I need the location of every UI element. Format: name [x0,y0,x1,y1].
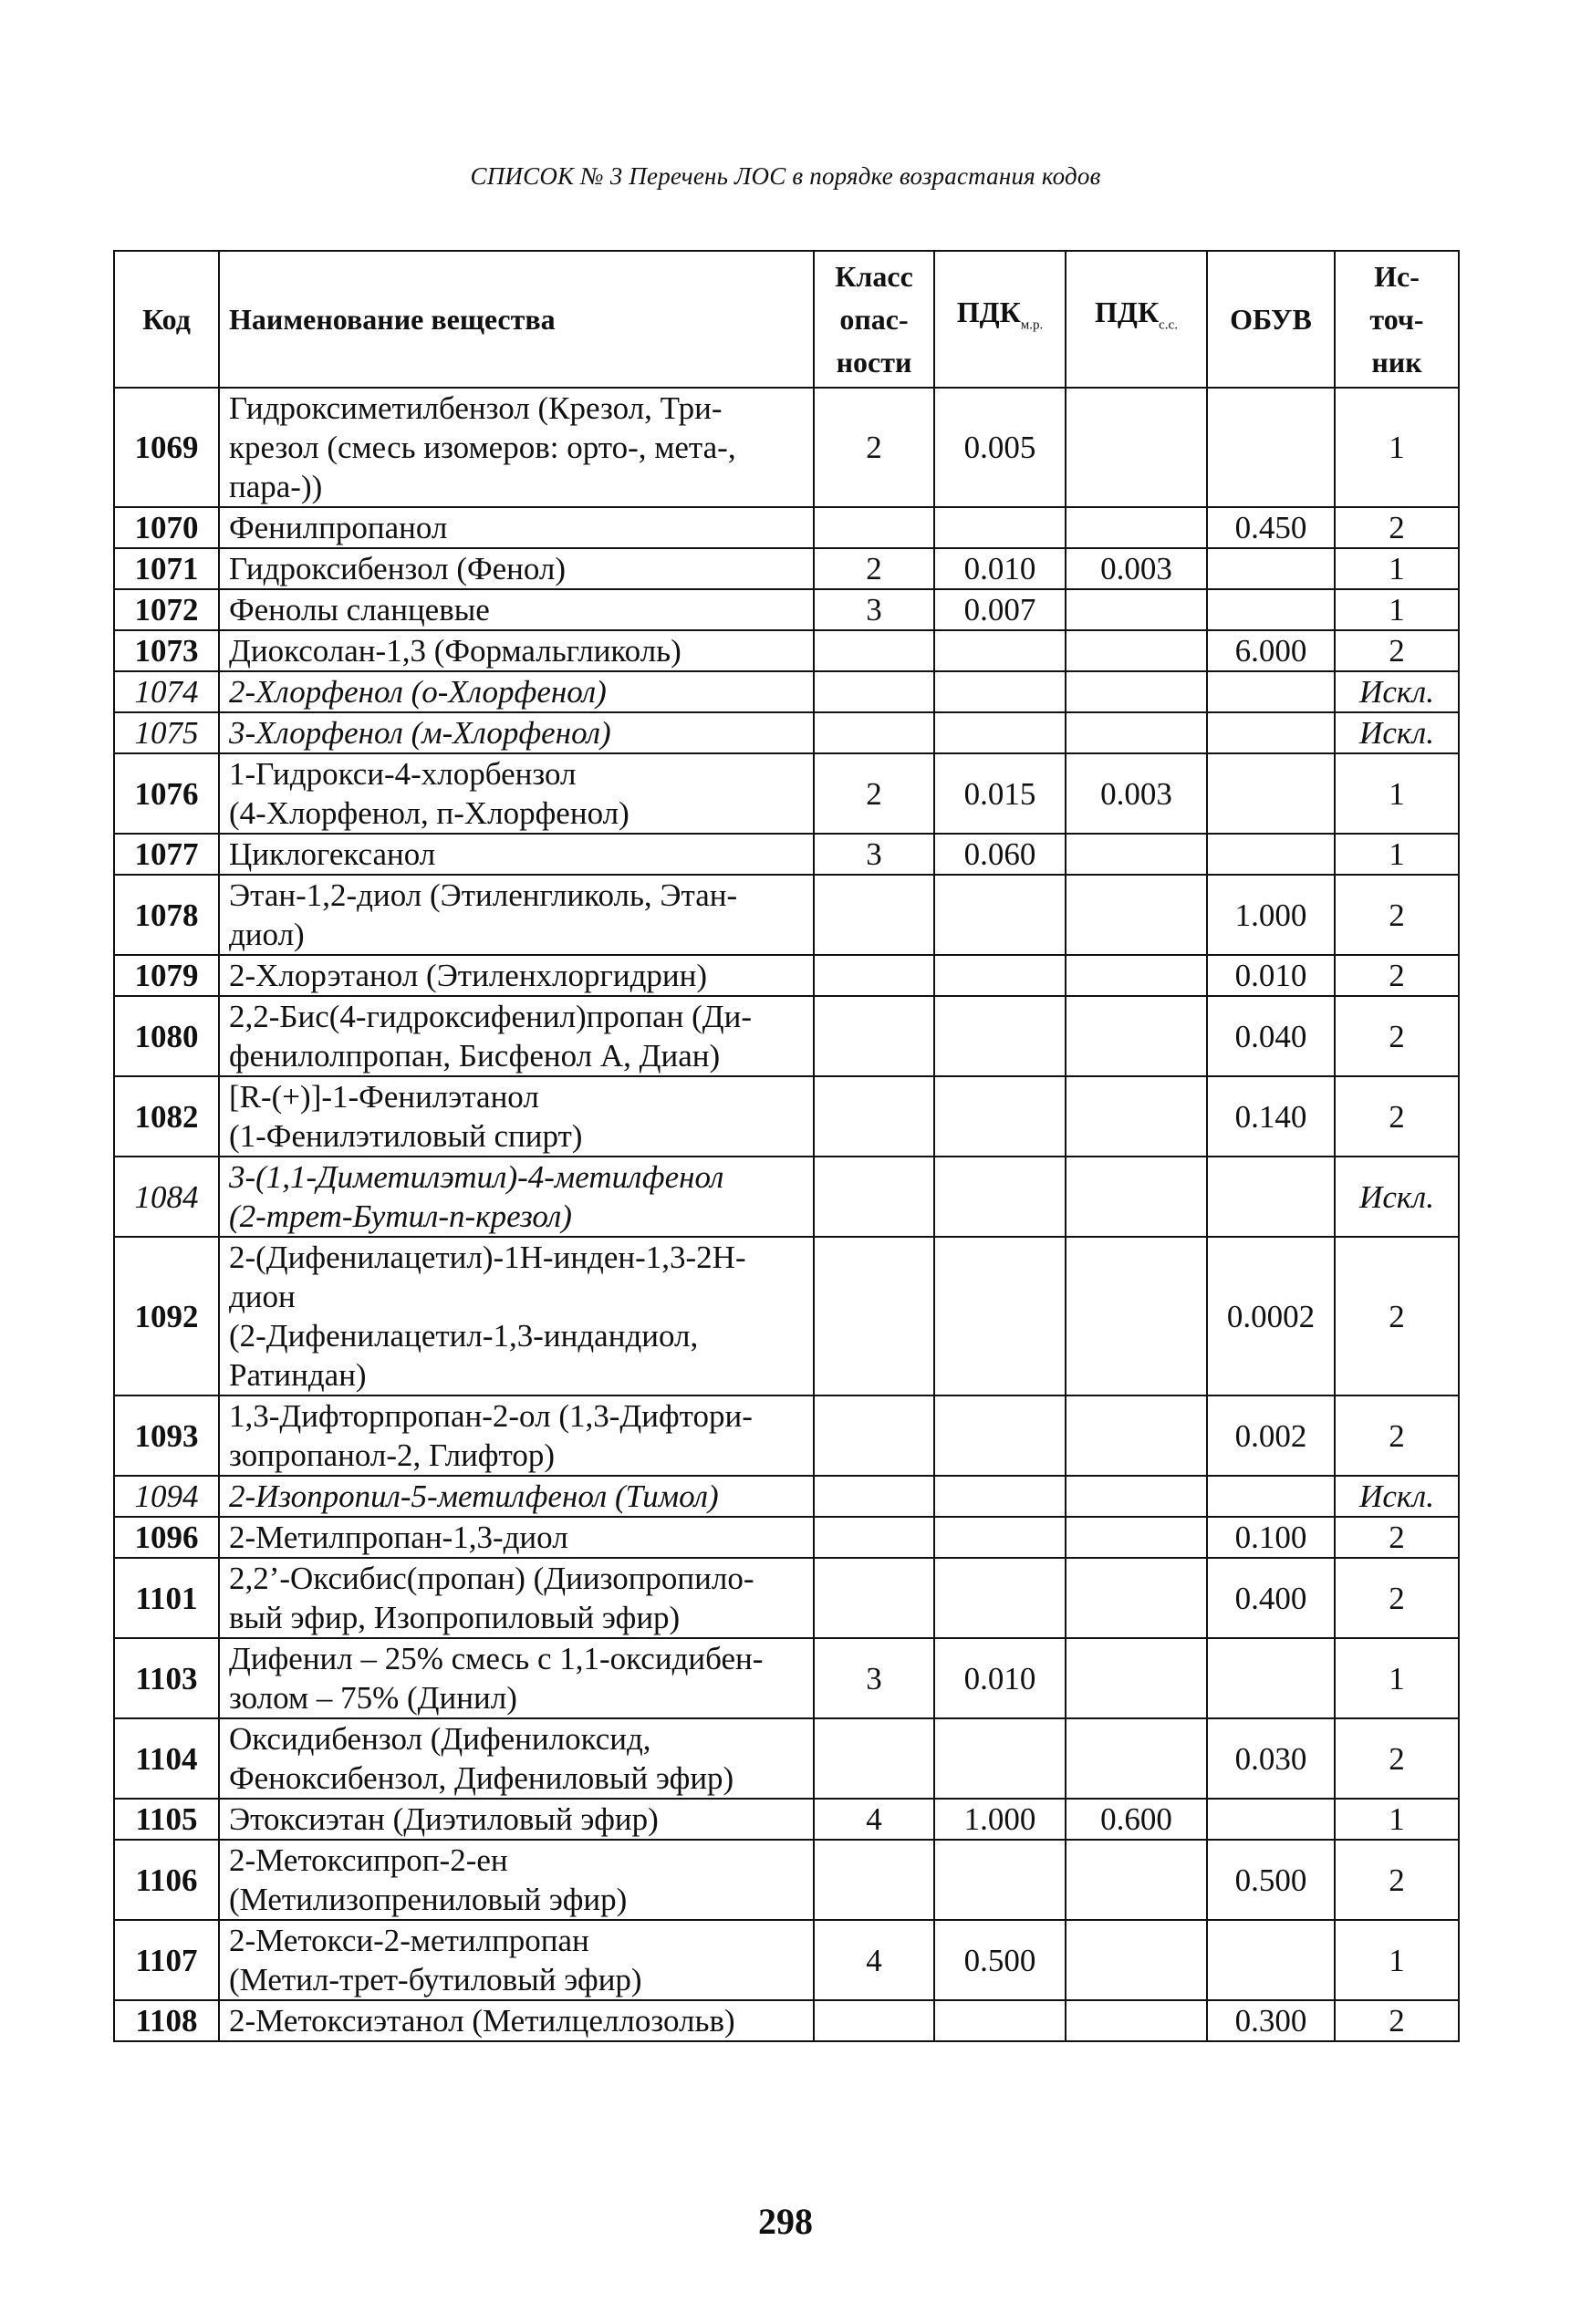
cell-code: 1077 [114,834,219,875]
cell-pdk-mr [934,955,1066,996]
cell-pdk-ss [1066,630,1207,671]
cell-source: 1 [1335,589,1459,630]
header-obuv: ОБУВ [1207,251,1335,388]
cell-hazard-class: 2 [814,548,934,589]
cell-code: 1107 [114,1920,219,2000]
cell-obuv [1207,1920,1335,2000]
table-row [114,671,1459,712]
cell-source: 2 [1335,1517,1459,1558]
cell-hazard-class [814,1718,934,1799]
cell-name-line: 3-(1,1-Диметилэтил)-4-метилфенол [229,1159,724,1195]
table-row [114,1395,1459,1476]
cell-code: 1096 [114,1517,219,1558]
cell-source: 2 [1335,875,1459,955]
cell-hazard-class [814,1157,934,1237]
cell-pdk-mr: 0.060 [934,834,1066,875]
cell-name-line: Циклогексанол [229,836,436,872]
cell-name-line: (4-Хлорфенол, п-Хлорфенол) [229,795,629,831]
cell-pdk-mr [934,1718,1066,1799]
cell-source: 2 [1335,955,1459,996]
table-row [114,1718,1459,1799]
cell-obuv [1207,1476,1335,1517]
table-row [114,1237,1459,1395]
cell-obuv: 0.0002 [1207,1237,1335,1395]
cell-name [219,507,814,548]
cell-name [219,834,814,875]
cell-obuv: 0.450 [1207,507,1335,548]
cell-code: 1103 [114,1638,219,1718]
header-hazard-line: ности [836,345,912,379]
cell-name-line: зопропанол-2, Глифтор) [229,1437,555,1473]
cell-name [219,548,814,589]
cell-pdk-ss [1066,996,1207,1076]
cell-source: 2 [1335,1237,1459,1395]
cell-code: 1075 [114,712,219,753]
table-row [114,1517,1459,1558]
cell-hazard-class [814,1558,934,1638]
cell-name [219,1076,814,1157]
cell-name-line: Фенолы сланцевые [229,592,490,628]
header-hazard-class [814,251,934,388]
cell-pdk-mr [934,712,1066,753]
header-source-line: ник [1371,345,1422,379]
cell-source: 2 [1335,1558,1459,1638]
cell-pdk-ss [1066,1558,1207,1638]
cell-hazard-class: 2 [814,388,934,507]
header-hazard-line: Класс [835,259,913,293]
cell-obuv [1207,671,1335,712]
cell-name [219,1395,814,1476]
cell-obuv [1207,834,1335,875]
cell-obuv: 0.010 [1207,955,1335,996]
cell-pdk-ss [1066,1076,1207,1157]
cell-obuv: 1.000 [1207,875,1335,955]
cell-pdk-ss [1066,1237,1207,1395]
cell-pdk-ss [1066,1638,1207,1718]
cell-name [219,1638,814,1718]
cell-obuv [1207,753,1335,834]
cell-obuv: 0.140 [1207,1076,1335,1157]
cell-name-line: 2-(Дифенилацетил)-1Н-инден-1,3-2Н- [229,1240,746,1275]
cell-name-line: 2-Хлорфенол (о-Хлорфенол) [229,674,607,710]
cell-name-line: 1,3-Дифторпропан-2-ол (1,3-Дифтори- [229,1398,753,1434]
cell-name-line: Этан-1,2-диол (Этиленгликоль, Этан- [229,877,738,913]
cell-source: 2 [1335,2000,1459,2041]
cell-source: 1 [1335,548,1459,589]
cell-hazard-class [814,1237,934,1395]
cell-pdk-ss: 0.600 [1066,1799,1207,1840]
cell-name-line: вый эфир, Изопропиловый эфир) [229,1600,681,1635]
table-row [114,1638,1459,1718]
cell-hazard-class: 3 [814,589,934,630]
cell-hazard-class [814,507,934,548]
cell-obuv [1207,1638,1335,1718]
cell-source: Искл. [1335,1157,1459,1237]
cell-source: 1 [1335,1799,1459,1840]
cell-name [219,712,814,753]
cell-pdk-mr [934,2000,1066,2041]
cell-hazard-class [814,955,934,996]
cell-code: 1104 [114,1718,219,1799]
cell-obuv [1207,712,1335,753]
cell-name [219,996,814,1076]
cell-pdk-ss [1066,1718,1207,1799]
cell-code: 1080 [114,996,219,1076]
cell-name-line: (1-Фенилэтиловый спирт) [229,1118,583,1154]
cell-name-line: 2-Метоксиэтанол (Метилцеллозольв) [229,2003,735,2039]
cell-source: 2 [1335,507,1459,548]
cell-name [219,1476,814,1517]
cell-pdk-mr [934,1558,1066,1638]
cell-source: 2 [1335,630,1459,671]
table-row [114,589,1459,630]
cell-obuv [1207,1157,1335,1237]
cell-pdk-ss [1066,834,1207,875]
cell-obuv: 0.400 [1207,1558,1335,1638]
table-row [114,753,1459,834]
cell-pdk-ss [1066,671,1207,712]
cell-name-line: пара-)) [229,469,323,504]
cell-hazard-class [814,1476,934,1517]
cell-obuv: 6.000 [1207,630,1335,671]
cell-name [219,630,814,671]
cell-source: Искл. [1335,671,1459,712]
cell-name-line: крезол (смесь изомеров: орто-, мета-, [229,430,736,465]
cell-source: 1 [1335,1920,1459,2000]
cell-name [219,1799,814,1840]
header-source-line: точ- [1369,302,1424,336]
cell-name [219,1920,814,2000]
cell-code: 1079 [114,955,219,996]
header-pdk-ss-sub: с.с. [1159,317,1178,333]
cell-name-line: 2-Хлорэтанол (Этиленхлоргидрин) [229,958,708,993]
cell-name [219,388,814,507]
cell-pdk-ss [1066,712,1207,753]
cell-name-line: Феноксибензол, Дифениловый эфир) [229,1760,734,1796]
cell-obuv [1207,388,1335,507]
page-number: 298 [758,2201,813,2242]
header-name: Наименование вещества [219,251,814,388]
cell-name-line: Гидроксиметилбензол (Крезол, Три- [229,390,723,426]
cell-name [219,1517,814,1558]
cell-hazard-class: 3 [814,834,934,875]
table-row [114,388,1459,507]
cell-pdk-mr [934,875,1066,955]
cell-obuv: 0.100 [1207,1517,1335,1558]
cell-pdk-mr [934,1395,1066,1476]
cell-name [219,2000,814,2041]
table-row [114,834,1459,875]
cell-name-line: дион [229,1279,296,1314]
table-row [114,1840,1459,1920]
cell-obuv: 0.030 [1207,1718,1335,1799]
cell-pdk-ss [1066,388,1207,507]
cell-name-line: фенилолпропан, Бисфенол А, Диан) [229,1038,721,1074]
cell-pdk-ss [1066,589,1207,630]
cell-hazard-class [814,996,934,1076]
cell-code: 1092 [114,1237,219,1395]
cell-name-line: Дифенил – 25% смесь с 1,1-оксидибен- [229,1641,764,1676]
cell-name-line: 2-Метокси-2-метилпропан [229,1923,589,1958]
cell-code: 1105 [114,1799,219,1840]
cell-pdk-ss [1066,1157,1207,1237]
cell-pdk-mr: 0.500 [934,1920,1066,2000]
cell-code: 1069 [114,388,219,507]
cell-pdk-ss [1066,2000,1207,2041]
cell-pdk-mr [934,671,1066,712]
table-row [114,1476,1459,1517]
cell-obuv: 0.500 [1207,1840,1335,1920]
cell-hazard-class [814,712,934,753]
cell-pdk-ss: 0.003 [1066,548,1207,589]
cell-pdk-ss [1066,1920,1207,2000]
cell-pdk-mr [934,507,1066,548]
cell-pdk-ss [1066,875,1207,955]
cell-pdk-mr: 0.010 [934,1638,1066,1718]
cell-code: 1071 [114,548,219,589]
cell-obuv: 0.040 [1207,996,1335,1076]
cell-name-line: Ратиндан) [229,1357,367,1393]
cell-hazard-class: 3 [814,1638,934,1718]
cell-obuv: 0.300 [1207,2000,1335,2041]
cell-source: 2 [1335,1395,1459,1476]
cell-source: Искл. [1335,1476,1459,1517]
cell-code: 1108 [114,2000,219,2041]
cell-name-line: диол) [229,917,305,952]
cell-name-line: (Метил-трет-бутиловый эфир) [229,1962,642,1997]
cell-hazard-class: 2 [814,753,934,834]
cell-obuv [1207,1799,1335,1840]
table-row [114,875,1459,955]
cell-source: 1 [1335,834,1459,875]
header-code: Код [114,251,219,388]
header-hazard-line: опас- [839,302,909,336]
cell-name [219,589,814,630]
cell-name [219,1718,814,1799]
cell-name-line: 1-Гидрокси-4-хлорбензол [229,756,577,792]
cell-pdk-ss [1066,955,1207,996]
cell-code: 1074 [114,671,219,712]
cell-name-line: [R-(+)]-1-Фенилэтанол [229,1079,539,1115]
cell-name-line: 2-Изопропил-5-метилфенол (Тимол) [229,1478,719,1514]
cell-name [219,1157,814,1237]
table-row [114,1799,1459,1840]
cell-hazard-class [814,1395,934,1476]
cell-pdk-mr: 0.010 [934,548,1066,589]
cell-source: 1 [1335,388,1459,507]
cell-source: 2 [1335,1076,1459,1157]
cell-name-line: 2,2-Бис(4-гидроксифенил)пропан (Ди- [229,999,753,1034]
cell-hazard-class [814,1840,934,1920]
cell-hazard-class [814,630,934,671]
table-header-row [114,251,1459,388]
cell-name-line: 2-Метилпропан-1,3-диол [229,1520,568,1555]
cell-pdk-mr [934,1076,1066,1157]
cell-code: 1093 [114,1395,219,1476]
cell-name-line: Фенилпропанол [229,510,448,545]
table-row [114,1920,1459,2000]
cell-code: 1082 [114,1076,219,1157]
cell-hazard-class [814,2000,934,2041]
table-row [114,548,1459,589]
substances-table [113,250,1460,2042]
table-row [114,1157,1459,1237]
table-row [114,2000,1459,2041]
cell-pdk-mr [934,1237,1066,1395]
table-row [114,1076,1459,1157]
header-pdk-ss-main: ПДК [1095,296,1160,329]
cell-name-line: Оксидибензол (Дифенилоксид, [229,1721,651,1757]
cell-hazard-class [814,875,934,955]
table-row [114,955,1459,996]
cell-name [219,671,814,712]
header-pdk-mr-sub: м.р. [1020,317,1044,333]
cell-obuv: 0.002 [1207,1395,1335,1476]
cell-pdk-mr [934,996,1066,1076]
list-caption: СПИСОК № 3 Перечень ЛОС в порядке возрастания кодов [470,162,1101,190]
cell-code: 1106 [114,1840,219,1920]
cell-code: 1101 [114,1558,219,1638]
cell-code: 1072 [114,589,219,630]
cell-pdk-mr: 0.015 [934,753,1066,834]
cell-code: 1084 [114,1157,219,1237]
table-row [114,630,1459,671]
cell-hazard-class [814,1517,934,1558]
cell-name [219,955,814,996]
table-row [114,996,1459,1076]
cell-name [219,1558,814,1638]
cell-name [219,1840,814,1920]
cell-name-line: (2-трет-Бутил-п-крезол) [229,1198,572,1234]
table-row [114,712,1459,753]
cell-source: 2 [1335,1718,1459,1799]
cell-name-line: 3-Хлорфенол (м-Хлорфенол) [229,715,611,751]
cell-code: 1094 [114,1476,219,1517]
header-pdk-mr [934,251,1066,388]
header-pdk-ss [1066,251,1207,388]
cell-code: 1076 [114,753,219,834]
cell-name-line: 2,2’-Оксибис(пропан) (Диизопропило- [229,1561,754,1596]
cell-hazard-class [814,1076,934,1157]
cell-name [219,1237,814,1395]
cell-pdk-ss [1066,507,1207,548]
cell-name-line: (2-Дифенилацетил-1,3-индандиол, [229,1318,699,1354]
header-source-line: Ис- [1374,259,1420,293]
cell-name-line: Этоксиэтан (Диэтиловый эфир) [229,1801,659,1837]
cell-pdk-ss [1066,1476,1207,1517]
cell-pdk-ss [1066,1517,1207,1558]
cell-name-line: Диоксолан-1,3 (Формальгликоль) [229,633,681,669]
cell-code: 1078 [114,875,219,955]
table-row [114,1558,1459,1638]
cell-pdk-ss [1066,1840,1207,1920]
cell-hazard-class: 4 [814,1920,934,2000]
cell-pdk-mr [934,1517,1066,1558]
cell-pdk-mr [934,630,1066,671]
cell-pdk-ss [1066,1395,1207,1476]
header-pdk-mr-main: ПДК [956,296,1021,329]
cell-name-line: (Метилизопрениловый эфир) [229,1882,628,1917]
cell-name [219,875,814,955]
cell-pdk-mr [934,1157,1066,1237]
cell-pdk-mr [934,1476,1066,1517]
cell-source: 2 [1335,1840,1459,1920]
cell-obuv [1207,589,1335,630]
cell-hazard-class: 4 [814,1799,934,1840]
cell-source: 1 [1335,753,1459,834]
cell-code: 1070 [114,507,219,548]
cell-source: 1 [1335,1638,1459,1718]
cell-pdk-mr: 0.005 [934,388,1066,507]
cell-pdk-mr: 1.000 [934,1799,1066,1840]
cell-name-line: Гидроксибензол (Фенол) [229,551,567,586]
cell-obuv [1207,548,1335,589]
table-row [114,507,1459,548]
cell-source: 2 [1335,996,1459,1076]
cell-pdk-mr [934,1840,1066,1920]
cell-name [219,753,814,834]
cell-name-line: золом – 75% (Динил) [229,1680,517,1716]
cell-pdk-mr: 0.007 [934,589,1066,630]
cell-code: 1073 [114,630,219,671]
cell-hazard-class [814,671,934,712]
header-source [1335,251,1459,388]
cell-source: Искл. [1335,712,1459,753]
cell-name-line: 2-Метоксипроп-2-ен [229,1842,508,1878]
cell-pdk-ss: 0.003 [1066,753,1207,834]
